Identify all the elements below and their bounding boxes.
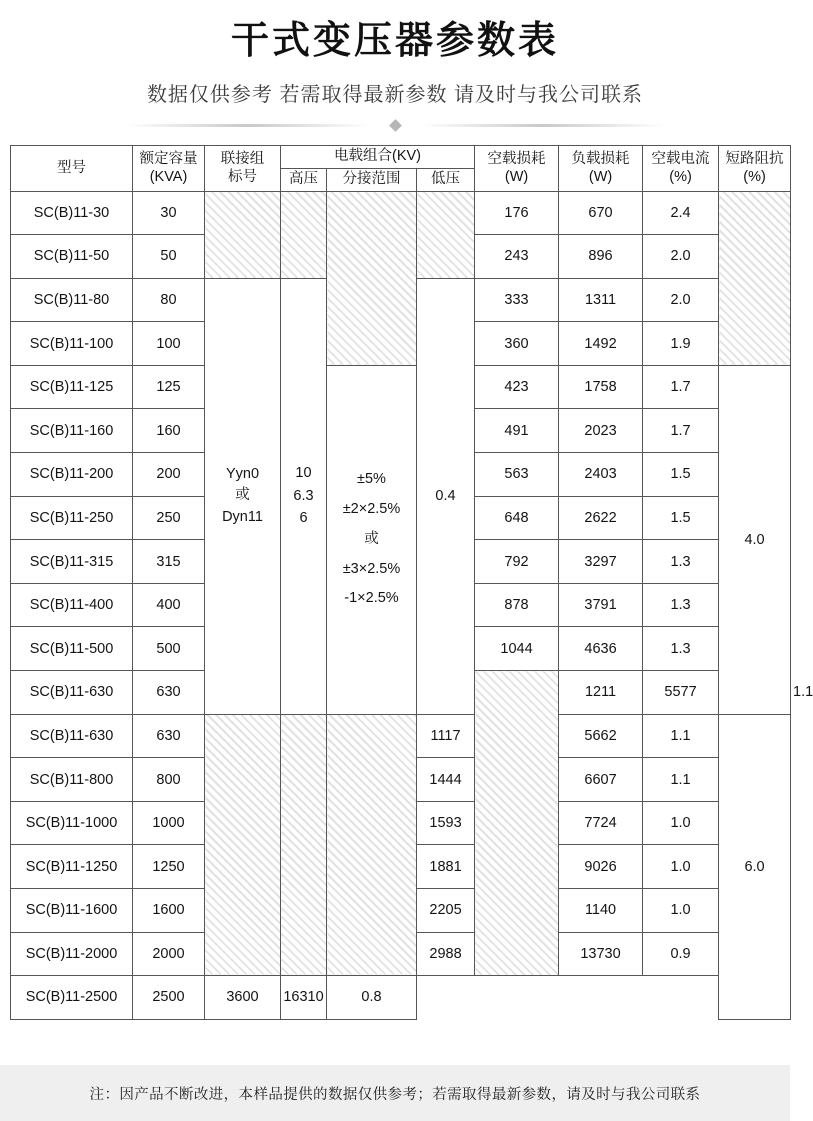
header-no-load-loss <box>475 145 559 191</box>
header-capacity-line2: (KVA) <box>149 169 188 185</box>
header-impedance-line1: 短路阻抗 <box>725 150 784 167</box>
cell-capacity: 200 <box>133 453 205 497</box>
cell-load-loss: 1492 <box>559 322 643 366</box>
cell-no-load-current: 1.0 <box>643 845 719 889</box>
cell-load-loss: 1140 <box>559 889 643 933</box>
cell-load-loss: 1758 <box>559 365 643 409</box>
cell-capacity: 1250 <box>133 845 205 889</box>
cell-capacity: 400 <box>133 583 205 627</box>
cell-capacity: 160 <box>133 409 205 453</box>
cell-connection-hatch-bottom <box>205 714 281 976</box>
cell-no-load-current: 1.3 <box>643 627 719 671</box>
cell-model: SC(B)11-2500 <box>11 976 133 1020</box>
header-impedance-line2: (%) <box>743 169 766 185</box>
cell-no-load-current: 1.9 <box>643 322 719 366</box>
table-row <box>11 976 791 1020</box>
cell-model: SC(B)11-30 <box>11 191 133 235</box>
cell-no-load-current: 1.3 <box>643 583 719 627</box>
parameter-table-wrapper <box>10 145 813 1020</box>
cell-model: SC(B)11-1250 <box>11 845 133 889</box>
cell-no-load-loss: 2205 <box>417 889 475 933</box>
cell-capacity: 50 <box>133 235 205 279</box>
cell-no-load-loss: 1044 <box>475 627 559 671</box>
cell-no-load-loss: 360 <box>475 322 559 366</box>
cell-load-loss: 5662 <box>559 714 643 758</box>
cell-hv-hatch-bottom <box>281 714 327 976</box>
cell-load-loss: 3791 <box>559 583 643 627</box>
cell-load-loss: 2622 <box>559 496 643 540</box>
cell-capacity: 250 <box>133 496 205 540</box>
footer-note-bar <box>0 1065 790 1121</box>
header-tap-range: 分接范围 <box>327 168 417 191</box>
title-divider <box>125 121 665 129</box>
cell-model: SC(B)11-100 <box>11 322 133 366</box>
cell-capacity: 2500 <box>133 976 205 1020</box>
cell-hv-hatch-top <box>281 191 327 278</box>
table-row <box>11 365 791 409</box>
connection-line-3: Dyn11 <box>222 509 263 526</box>
cell-no-load-loss: 1117 <box>417 714 475 758</box>
cell-capacity: 2000 <box>133 932 205 976</box>
cell-capacity: 1600 <box>133 889 205 933</box>
page-title: 干式变压器参数表 <box>230 20 559 62</box>
header-no-load-loss-line1: 空载损耗 <box>487 150 546 167</box>
cell-load-loss: 5577 <box>643 671 719 715</box>
cell-no-load-loss: 563 <box>475 453 559 497</box>
table-body <box>11 191 813 1019</box>
tap-line-4: ±3×2.5% <box>342 560 401 577</box>
table-row <box>11 714 791 758</box>
header-no-load-current-line2: (%) <box>669 169 692 185</box>
cell-model: SC(B)11-1600 <box>11 889 133 933</box>
cell-model: SC(B)11-630 <box>11 671 133 715</box>
header-connection <box>205 145 281 191</box>
footer-note-text: 注：因产品不断改进，本样品提供的数据仅供参考；若需取得最新参数，请及时与我公司联系 <box>89 1086 701 1103</box>
connection-line-1: Yyn0 <box>225 465 260 482</box>
cell-impedance-group-2: 6.0 <box>719 714 791 1019</box>
cell-no-load-current: 1.1 <box>643 758 719 802</box>
cell-load-loss: 4636 <box>559 627 643 671</box>
divider-bar-left <box>125 124 370 127</box>
cell-no-load-loss: 2988 <box>417 932 475 976</box>
header-load-loss <box>559 145 643 191</box>
cell-no-load-current: 2.0 <box>643 278 719 322</box>
cell-model: SC(B)11-315 <box>11 540 133 584</box>
cell-no-load-loss: 878 <box>475 583 559 627</box>
cell-capacity: 125 <box>133 365 205 409</box>
cell-load-loss: 7724 <box>559 801 643 845</box>
cell-no-load-loss: 1593 <box>417 801 475 845</box>
cell-no-load-current: 0.8 <box>327 976 417 1020</box>
cell-no-load-loss: 648 <box>475 496 559 540</box>
cell-lv-value: 0.4 <box>417 278 475 714</box>
cell-capacity: 1000 <box>133 801 205 845</box>
cell-no-load-current: 1.0 <box>643 801 719 845</box>
cell-load-loss: 896 <box>559 235 643 279</box>
cell-no-load-loss: 176 <box>475 191 559 235</box>
cell-no-load-current: 1.1 <box>643 714 719 758</box>
header-load-loss-line2: (W) <box>588 169 613 185</box>
tap-line-3: 或 <box>364 530 379 547</box>
tap-line-1: ±5% <box>357 471 386 488</box>
cell-no-load-loss: 1881 <box>417 845 475 889</box>
divider-bar-right <box>420 124 665 127</box>
cell-load-loss: 2023 <box>559 409 643 453</box>
cell-lv-hatch-bottom <box>327 714 417 976</box>
cell-no-load-current: 0.9 <box>643 932 719 976</box>
cell-load-loss: 3297 <box>559 540 643 584</box>
cell-model: SC(B)11-125 <box>11 365 133 409</box>
cell-no-load-loss: 792 <box>475 540 559 584</box>
tap-line-5: -1×2.5% <box>344 590 399 607</box>
cell-no-load-current: 1.7 <box>643 365 719 409</box>
cell-model: SC(B)11-250 <box>11 496 133 540</box>
header-no-load-current <box>643 145 719 191</box>
cell-load-loss: 9026 <box>559 845 643 889</box>
cell-tap-hatch-bottom <box>475 671 559 976</box>
cell-no-load-current: 1.5 <box>643 453 719 497</box>
header-voltage-group: 电载组合(KV) <box>281 145 475 168</box>
page-subtitle: 数据仅供参考 若需取得最新参数 请及时与我公司联系 <box>146 83 644 106</box>
header-connection-line1: 联接组 <box>220 150 265 167</box>
table-row: SC(B)11-630 630 1211 5577 1.1 <box>11 671 791 715</box>
cell-capacity: 30 <box>133 191 205 235</box>
cell-no-load-loss: 333 <box>475 278 559 322</box>
cell-capacity: 100 <box>133 322 205 366</box>
cell-no-load-loss: 491 <box>475 409 559 453</box>
page-header <box>0 0 790 129</box>
tap-line-2: ±2×2.5% <box>342 501 401 518</box>
cell-model: SC(B)11-50 <box>11 235 133 279</box>
cell-no-load-current: 1.0 <box>643 889 719 933</box>
cell-model: SC(B)11-80 <box>11 278 133 322</box>
cell-model: SC(B)11-800 <box>11 758 133 802</box>
cell-connection-value <box>205 278 281 714</box>
cell-no-load-current: 2.4 <box>643 191 719 235</box>
header-load-loss-line1: 负载损耗 <box>571 150 630 167</box>
hv-line-1: 10 <box>295 465 312 482</box>
header-impedance <box>719 145 791 191</box>
cell-model: SC(B)11-500 <box>11 627 133 671</box>
cell-load-loss: 16310 <box>281 976 327 1020</box>
cell-no-load-loss: 423 <box>475 365 559 409</box>
header-no-load-loss-line2: (W) <box>504 169 529 185</box>
cell-capacity: 80 <box>133 278 205 322</box>
table-header-row-1 <box>11 145 791 168</box>
cell-model: SC(B)11-1000 <box>11 801 133 845</box>
hv-line-2: 6.3 <box>293 487 314 504</box>
cell-hv-value <box>281 278 327 714</box>
cell-capacity: 315 <box>133 540 205 584</box>
cell-no-load-loss: 243 <box>475 235 559 279</box>
cell-no-load-current: 1.3 <box>643 540 719 584</box>
cell-model: SC(B)11-630 <box>11 714 133 758</box>
cell-impedance-hatch-top <box>719 191 791 365</box>
header-hv: 高压 <box>281 168 327 191</box>
connection-line-2: 或 <box>235 487 250 504</box>
cell-load-loss: 13730 <box>559 932 643 976</box>
cell-no-load-current: 1.7 <box>643 409 719 453</box>
cell-model: SC(B)11-400 <box>11 583 133 627</box>
cell-load-loss: 2403 <box>559 453 643 497</box>
header-no-load-current-line1: 空载电流 <box>651 150 710 167</box>
header-lv: 低压 <box>417 168 475 191</box>
cell-load-loss: 6607 <box>559 758 643 802</box>
cell-model: SC(B)11-200 <box>11 453 133 497</box>
cell-no-load-current: 1.5 <box>643 496 719 540</box>
cell-capacity: 630 <box>133 714 205 758</box>
cell-capacity: 800 <box>133 758 205 802</box>
divider-diamond-icon <box>389 119 402 132</box>
hv-line-3: 6 <box>299 510 308 527</box>
parameter-table <box>10 145 813 1020</box>
header-model: 型号 <box>11 145 133 191</box>
table-header <box>11 145 791 191</box>
table-row <box>11 191 791 235</box>
header-capacity-line1: 额定容量 <box>139 150 198 167</box>
cell-load-loss: 670 <box>559 191 643 235</box>
header-connection-line2: 标号 <box>228 169 257 185</box>
cell-no-load-loss: 1444 <box>417 758 475 802</box>
cell-capacity: 630 <box>133 671 205 715</box>
cell-tap-range-value <box>327 365 417 714</box>
cell-no-load-loss: 1211 <box>559 671 643 715</box>
cell-impedance-group-1: 4.0 <box>719 365 791 714</box>
header-capacity <box>133 145 205 191</box>
cell-load-loss: 1311 <box>559 278 643 322</box>
cell-no-load-current: 2.0 <box>643 235 719 279</box>
cell-no-load-loss: 3600 <box>205 976 281 1020</box>
cell-model: SC(B)11-160 <box>11 409 133 453</box>
cell-tap-hatch-top <box>327 191 417 365</box>
cell-capacity: 500 <box>133 627 205 671</box>
cell-connection-hatch-top <box>205 191 281 278</box>
cell-lv-hatch-top <box>417 191 475 278</box>
cell-model: SC(B)11-2000 <box>11 932 133 976</box>
